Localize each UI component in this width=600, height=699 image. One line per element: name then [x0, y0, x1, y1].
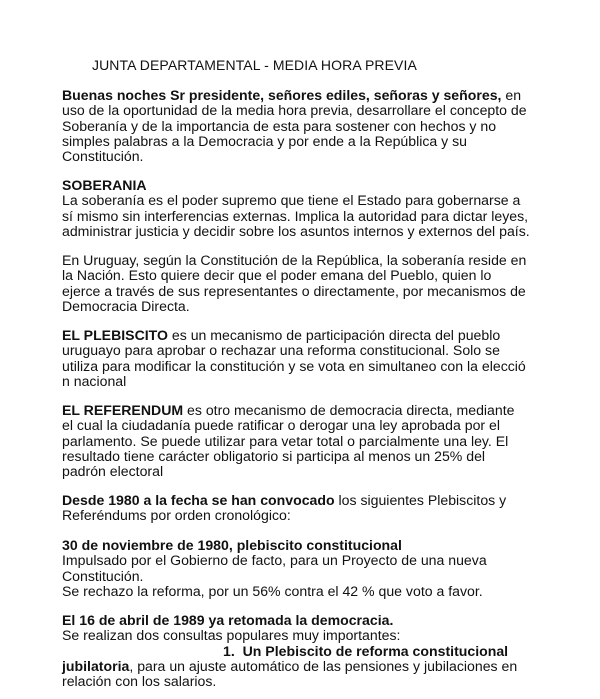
plebiscito-line-2: uruguayo para aprobar o rechazar una reforma constitucional. Solo se — [62, 342, 500, 359]
nov-1980-line-1: Impulsado por el Gobierno de facto, para un Proyecto de una nueva — [62, 552, 487, 569]
document-title: JUNTA DEPARTAMENTAL - MEDIA HORA PREVIA — [92, 57, 417, 73]
desde-lead: Desde 1980 a la fecha se han convocado — [62, 492, 335, 508]
plebiscito-line-1 — [62, 328, 572, 343]
intro-line-3: Soberanía y de la importancia de esta para sostener con hechos y no — [62, 117, 497, 134]
referendum-section — [62, 403, 572, 479]
list-item-number: 1. — [223, 642, 235, 659]
nov-1980-heading — [62, 538, 572, 553]
desde-1980-paragraph — [62, 493, 572, 524]
plebiscito-section — [62, 328, 572, 389]
soberania-line-3: administrar justicia y decidir sobre los asuntos internos y externos del país. — [62, 222, 530, 239]
uruguay-line-1: En Uruguay, según la Constitución de la República, la soberanía reside en — [62, 252, 527, 268]
intro-line-2: uso de la oportunidad de la media hora previa, desarrollare el concepto de — [62, 102, 527, 119]
abr-1989-heading — [62, 613, 572, 628]
plebiscito-line-4: n nacional — [62, 372, 127, 389]
list-item-1-line-3: relación con los salarios. — [62, 673, 217, 690]
plebiscito-line-1-rest: es un mecanismo de participación directa del pueblo — [168, 327, 501, 343]
list-item-rest: , para un ajuste automático de las pensiones y jubilaciones en — [129, 657, 518, 674]
intro-line-5: Constitución. — [62, 148, 144, 165]
intro-line-4: simples palabras a la Democracia y por ende a la República y su — [62, 132, 468, 149]
soberania-heading-text: SOBERANIA — [62, 177, 147, 193]
abr-1989-line-1: Se realizan dos consultas populares muy importantes: — [62, 627, 401, 644]
list-item-1-line-2 — [62, 659, 572, 674]
referendum-heading: EL REFERENDUM — [62, 402, 184, 418]
list-item-lead: jubilatoria — [62, 657, 130, 674]
intro-paragraph — [62, 88, 572, 164]
abr-1989-section — [62, 613, 572, 689]
desde-line-1-rest: los siguientes Plebiscitos y — [334, 492, 507, 508]
plebiscito-line-3: utiliza para modificar la constitución y se vota en simultaneo con la elecció — [62, 357, 526, 374]
soberania-section — [62, 178, 572, 239]
list-item-heading: Un Plebiscito de reforma constitucional — [242, 642, 509, 659]
uruguay-line-4: Democracia Directa. — [62, 297, 190, 314]
intro-greeting: Buenas noches Sr presidente, señores ediles, señoras y señores, — [62, 87, 502, 103]
soberania-line-2: sí mismo sin interferencias externas. Implica la autoridad para dictar leyes, — [62, 207, 529, 224]
desde-line-1 — [62, 493, 572, 508]
abr-1989-heading-text: El 16 de abril de 1989 ya retomada la democracia. — [62, 612, 394, 628]
intro-line-1-rest: en — [501, 87, 522, 103]
nov-1980-line-2: Constitución. — [62, 567, 144, 584]
list-item-1-title — [62, 644, 572, 659]
uruguay-paragraph — [62, 253, 572, 314]
soberania-heading — [62, 178, 572, 193]
referendum-line-5: padrón electoral — [62, 463, 164, 480]
referendum-line-1-rest: es otro mecanismo de democracia directa, mediante — [183, 402, 515, 418]
nov-1980-line-3: Se rechazo la reforma, por un 56% contra el 42 % que voto a favor. — [62, 582, 483, 599]
intro-line-1 — [62, 88, 572, 103]
referendum-line-3: parlamento. Se puede utilizar para vetar total o parcialmente una ley. El — [62, 432, 509, 449]
nov-1980-heading-text: 30 de noviembre de 1980, plebiscito constitucional — [62, 537, 402, 553]
uruguay-line-3: ejerce a través de sus representantes o directamente, por mecanismos de — [62, 282, 526, 299]
uruguay-line-2: la Nación. Esto quiere decir que el poder emana del Pueblo, quien lo — [62, 267, 492, 284]
soberania-line-1: La soberanía es el poder supremo que tiene el Estado para gobernarse a — [62, 192, 521, 209]
referendum-line-1 — [62, 403, 572, 418]
desde-line-2: Referéndums por orden cronológico: — [62, 507, 291, 524]
referendum-line-2: el cual la ciudadanía puede ratificar o derogar una ley aprobada por el — [62, 417, 500, 434]
nov-1980-section — [62, 538, 572, 599]
plebiscito-heading: EL PLEBISCITO — [62, 327, 168, 343]
referendum-line-4: resultado tiene carácter obligatorio si participa al menos un 25% del — [62, 447, 486, 464]
